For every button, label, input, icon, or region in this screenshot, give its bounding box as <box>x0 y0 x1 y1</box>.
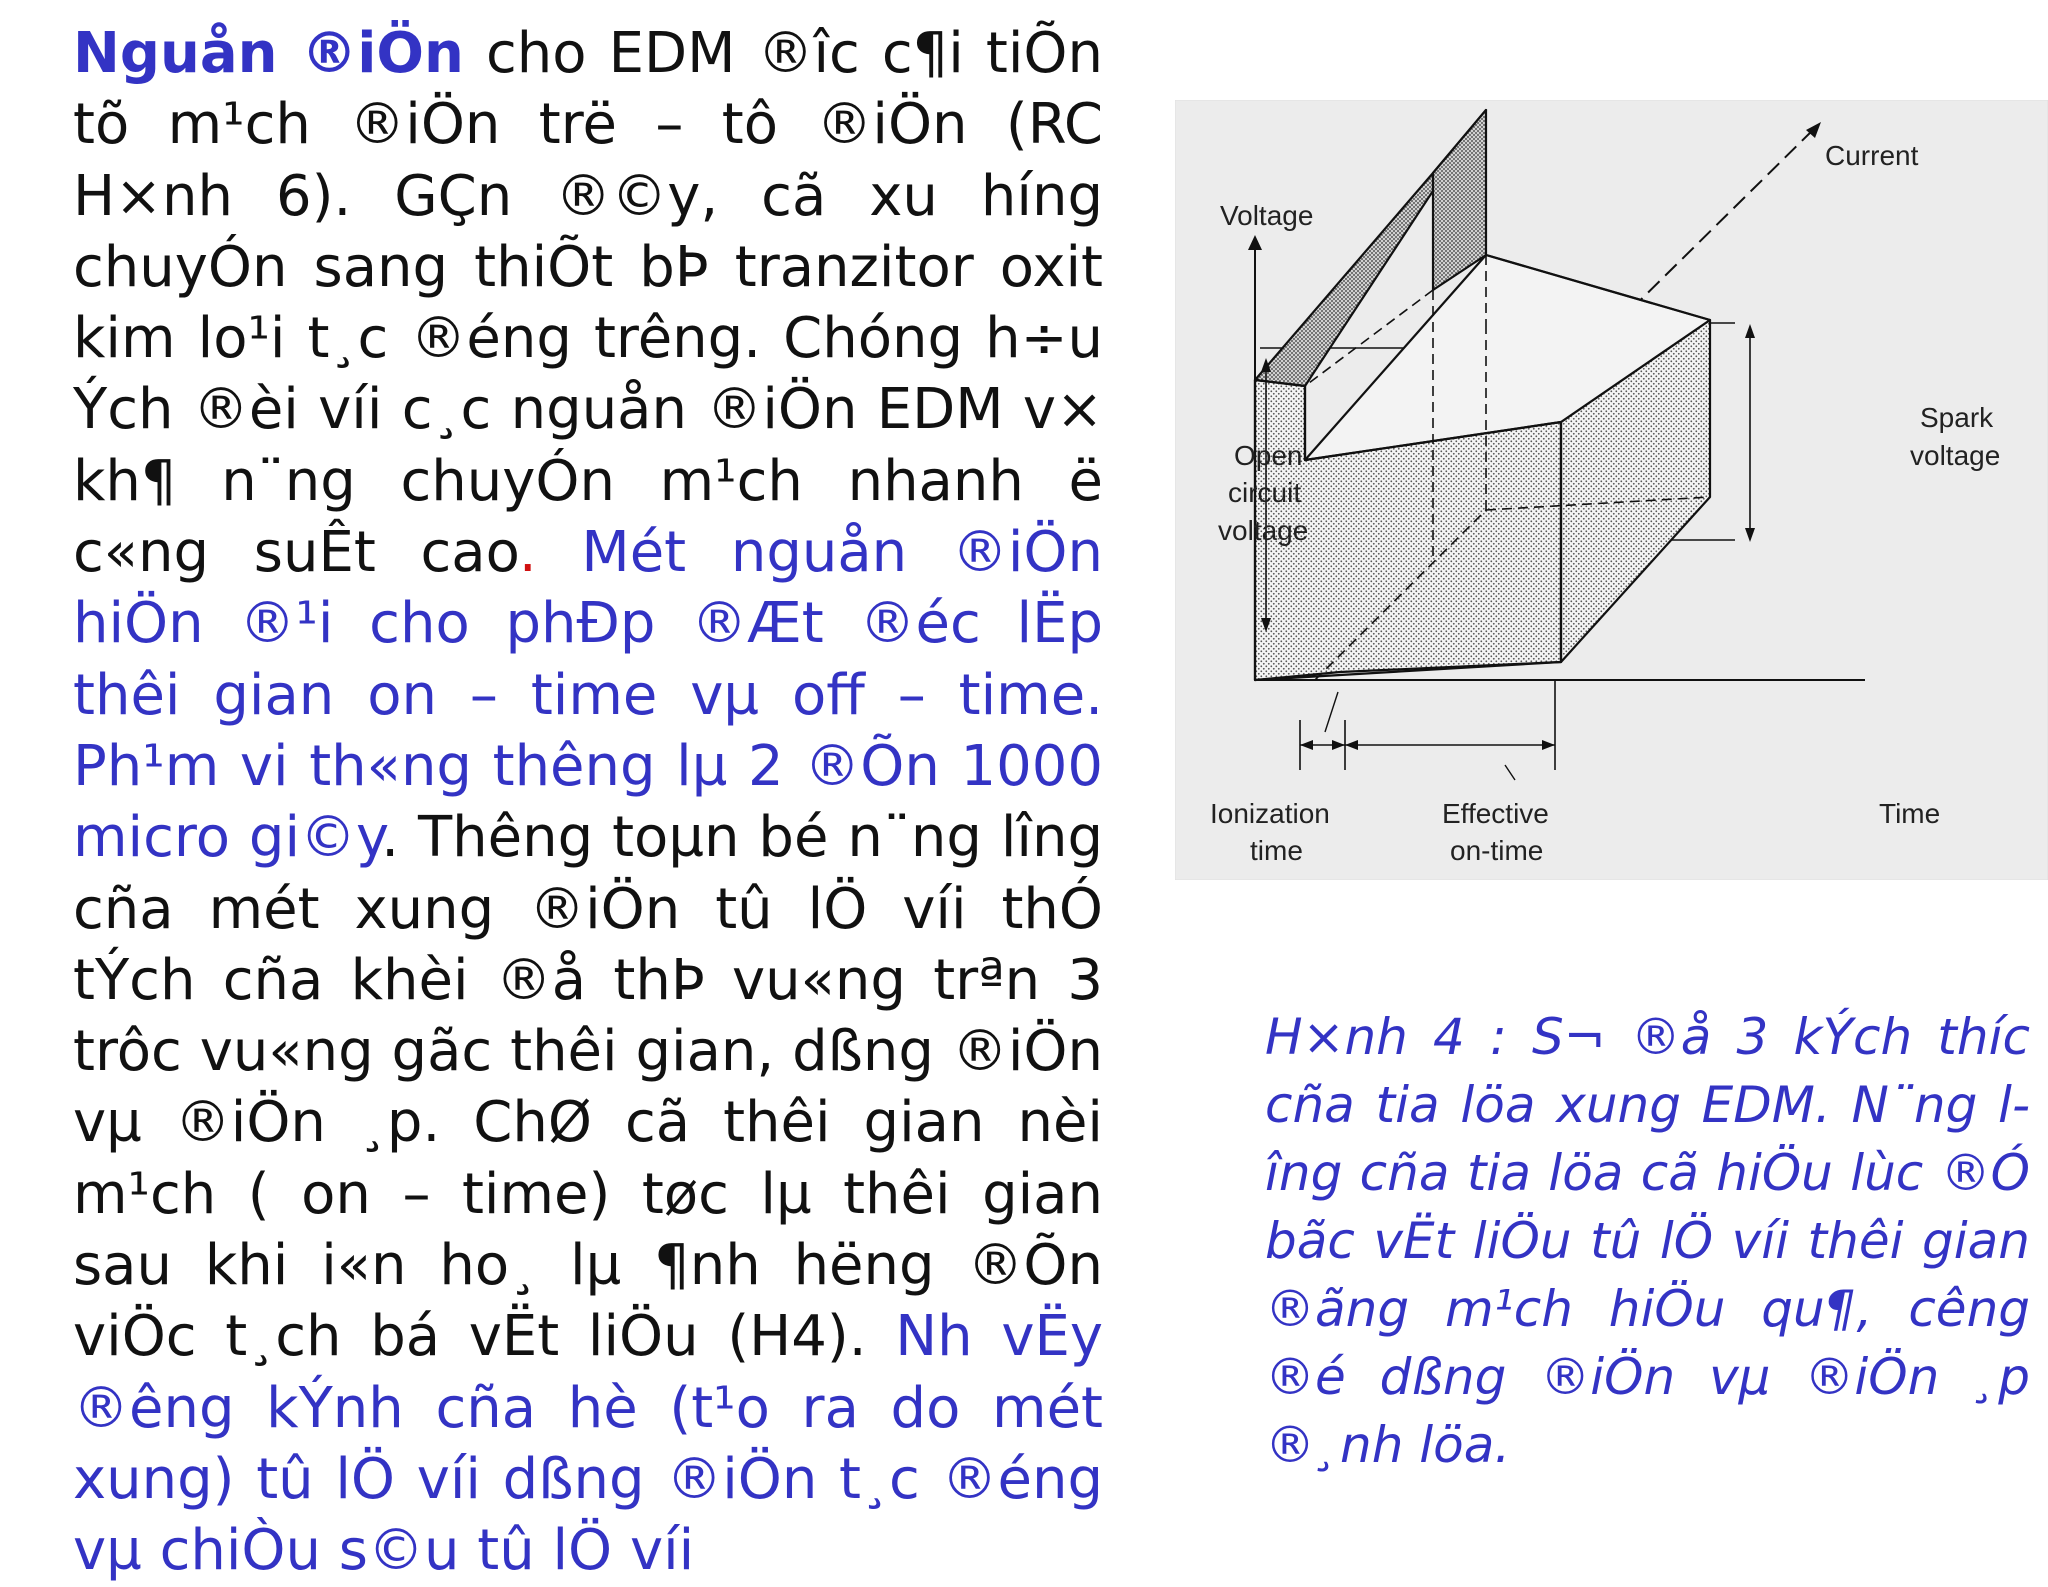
label-spark-2: voltage <box>1910 440 2001 471</box>
label-open-3: voltage <box>1218 515 1309 546</box>
edm-spark-3d-diagram <box>1175 100 2048 880</box>
label-open-2: circuit <box>1228 477 1302 508</box>
red-period: . <box>518 520 537 586</box>
body-highlight-1: Mét nguån ®iÖn hiÖn ®¹i cho phÐp ®Æt ®éc lËp thêi gian on – time vµ off – time. Ph¹m vi th«ng thêng lµ 2 ®Õn 1000 micro gi©y <box>73 520 1103 871</box>
label-effective-1: Effective <box>1442 798 1549 829</box>
label-ionization-2: time <box>1250 835 1303 866</box>
label-time: Time <box>1879 798 1941 829</box>
body-text-part-1: cho EDM ®îc c¶i tiÕn tõ m¹ch ®iÖn trë – tô ®iÖn (RC H×nh 6). GÇn ®©y, cã xu híng chuyÓn sang thiÕt bÞ tranzitor oxit kim lo¹i t¸c ®éng trêng. Chóng h÷u Ých ®èi víi c¸c nguån ®iÖn EDM v× kh¶ n¨ng chuyÓn m¹ch nhanh ë c«ng suÊt cao <box>73 21 1103 586</box>
body-highlight-2: Nh vËy ®êng kÝnh cña hè (t¹o ra do mét xung) tû lÖ víi dßng ®iÖn t¸c ®éng vµ chiÒu s©u tû lÖ víi <box>73 1304 1103 1584</box>
body-paragraph <box>73 18 1103 1587</box>
heading-power-source: Nguån ®iÖn <box>73 21 464 86</box>
label-effective-2: on-time <box>1450 835 1544 866</box>
figure-caption: H×nh 4 : S¬ ®å 3 kÝch thíc cña tia löa xung EDM. N¨ng lîng cña tia löa cã hiÖu lùc ®Ó bãc vËt liÖu tû lÖ víi thêi gian ®ãng m¹ch hiÖu qu¶, cêng ®é dßng ®iÖn vµ ®iÖn ¸p ®¸nh löa. <box>1265 1008 2030 1474</box>
body-text-part-2: . Thêng toµn bé n¨ng lîng cña mét xung ®iÖn tû lÖ víi thÓ tÝch cña khèi ®å thÞ vu«ng trªn 3 trôc vu«ng gãc thêi gian, dßng ®iÖn vµ ®iÖn ¸p. ChØ cã thêi gian nèi m¹ch ( on – time) tøc lµ thêi gian sau khi i«n ho¸ lµ ¶nh hëng ®Õn viÖc t¸ch bá vËt liÖu (H4). <box>73 805 1104 1370</box>
label-open-1: Open <box>1234 440 1303 471</box>
label-spark-1: Spark <box>1920 402 1994 433</box>
label-current: Current <box>1825 140 1919 171</box>
label-ionization-1: Ionization <box>1210 798 1330 829</box>
label-voltage: Voltage <box>1220 200 1314 231</box>
